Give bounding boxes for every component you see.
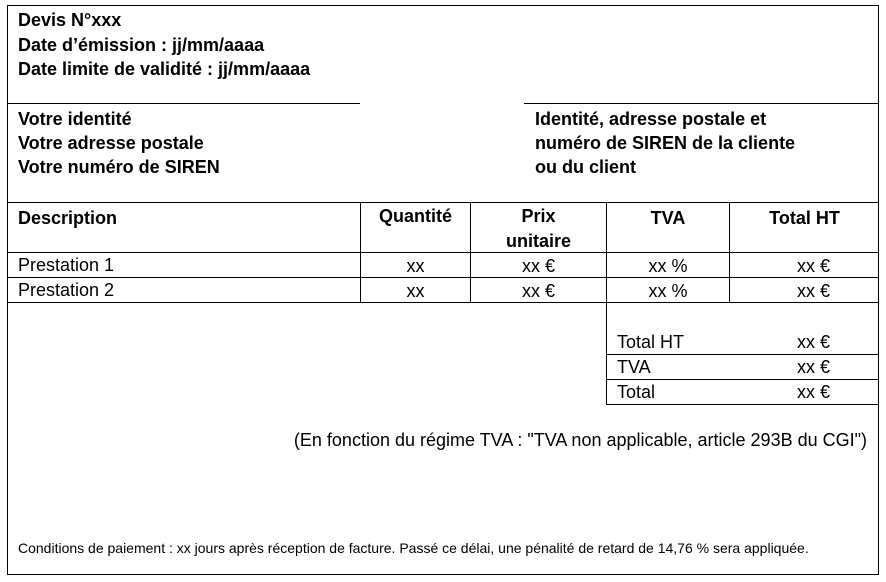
table-top-border	[8, 202, 879, 203]
header-unit-price-line-2: unitaire	[505, 231, 571, 251]
row-1-quantity: xx	[406, 256, 425, 276]
row-1-description: Prestation 1	[18, 255, 115, 275]
issue-date: Date d’émission : jj/mm/aaaa	[18, 35, 265, 55]
issuer-address: Votre adresse postale	[18, 133, 204, 153]
quote-title: Devis N°xxx	[18, 10, 122, 30]
row-2-total: xx €	[797, 281, 831, 301]
issuer-identity: Votre identité	[18, 109, 132, 129]
client-separator	[524, 103, 878, 104]
issuer-siren: Votre numéro de SIREN	[18, 157, 220, 177]
client-line-2: numéro de SIREN de la cliente	[535, 133, 796, 153]
totals-total-value: xx €	[797, 382, 831, 402]
totals-total-label: Total	[617, 382, 656, 402]
header-quantity: Quantité	[378, 206, 452, 226]
row-2-unit-price: xx €	[521, 281, 555, 301]
row-2-description: Prestation 2	[18, 280, 115, 300]
row-2-quantity: xx	[406, 281, 425, 301]
issuer-separator	[8, 103, 360, 104]
row-2-vat: xx %	[648, 281, 688, 301]
table-header-bottom-border	[8, 252, 879, 253]
row-1-unit-price: xx €	[521, 256, 555, 276]
validity-date: Date limite de validité : jj/mm/aaaa	[18, 59, 311, 79]
totals-vat-label: TVA	[617, 357, 651, 377]
totals-vat-value: xx €	[797, 357, 831, 377]
payment-conditions: Conditions de paiement : xx jours après réception de facture. Passé ce délai, une pénalité de retard de 14,76 % sera appliquée.	[18, 540, 809, 556]
header-description: Description	[18, 208, 118, 228]
client-line-3: ou du client	[535, 157, 636, 177]
header-total-ht: Total HT	[769, 208, 840, 228]
row-1-vat: xx %	[648, 256, 688, 276]
row-1-total: xx €	[797, 256, 831, 276]
totals-ht-value: xx €	[797, 332, 831, 352]
vat-note: (En fonction du régime TVA : "TVA non applicable, article 293B du CGI")	[293, 430, 867, 450]
client-line-1: Identité, adresse postale et	[535, 109, 767, 129]
header-vat: TVA	[650, 208, 686, 228]
header-unit-price-line-1: Prix	[521, 206, 556, 226]
totals-ht-label: Total HT	[617, 332, 685, 352]
